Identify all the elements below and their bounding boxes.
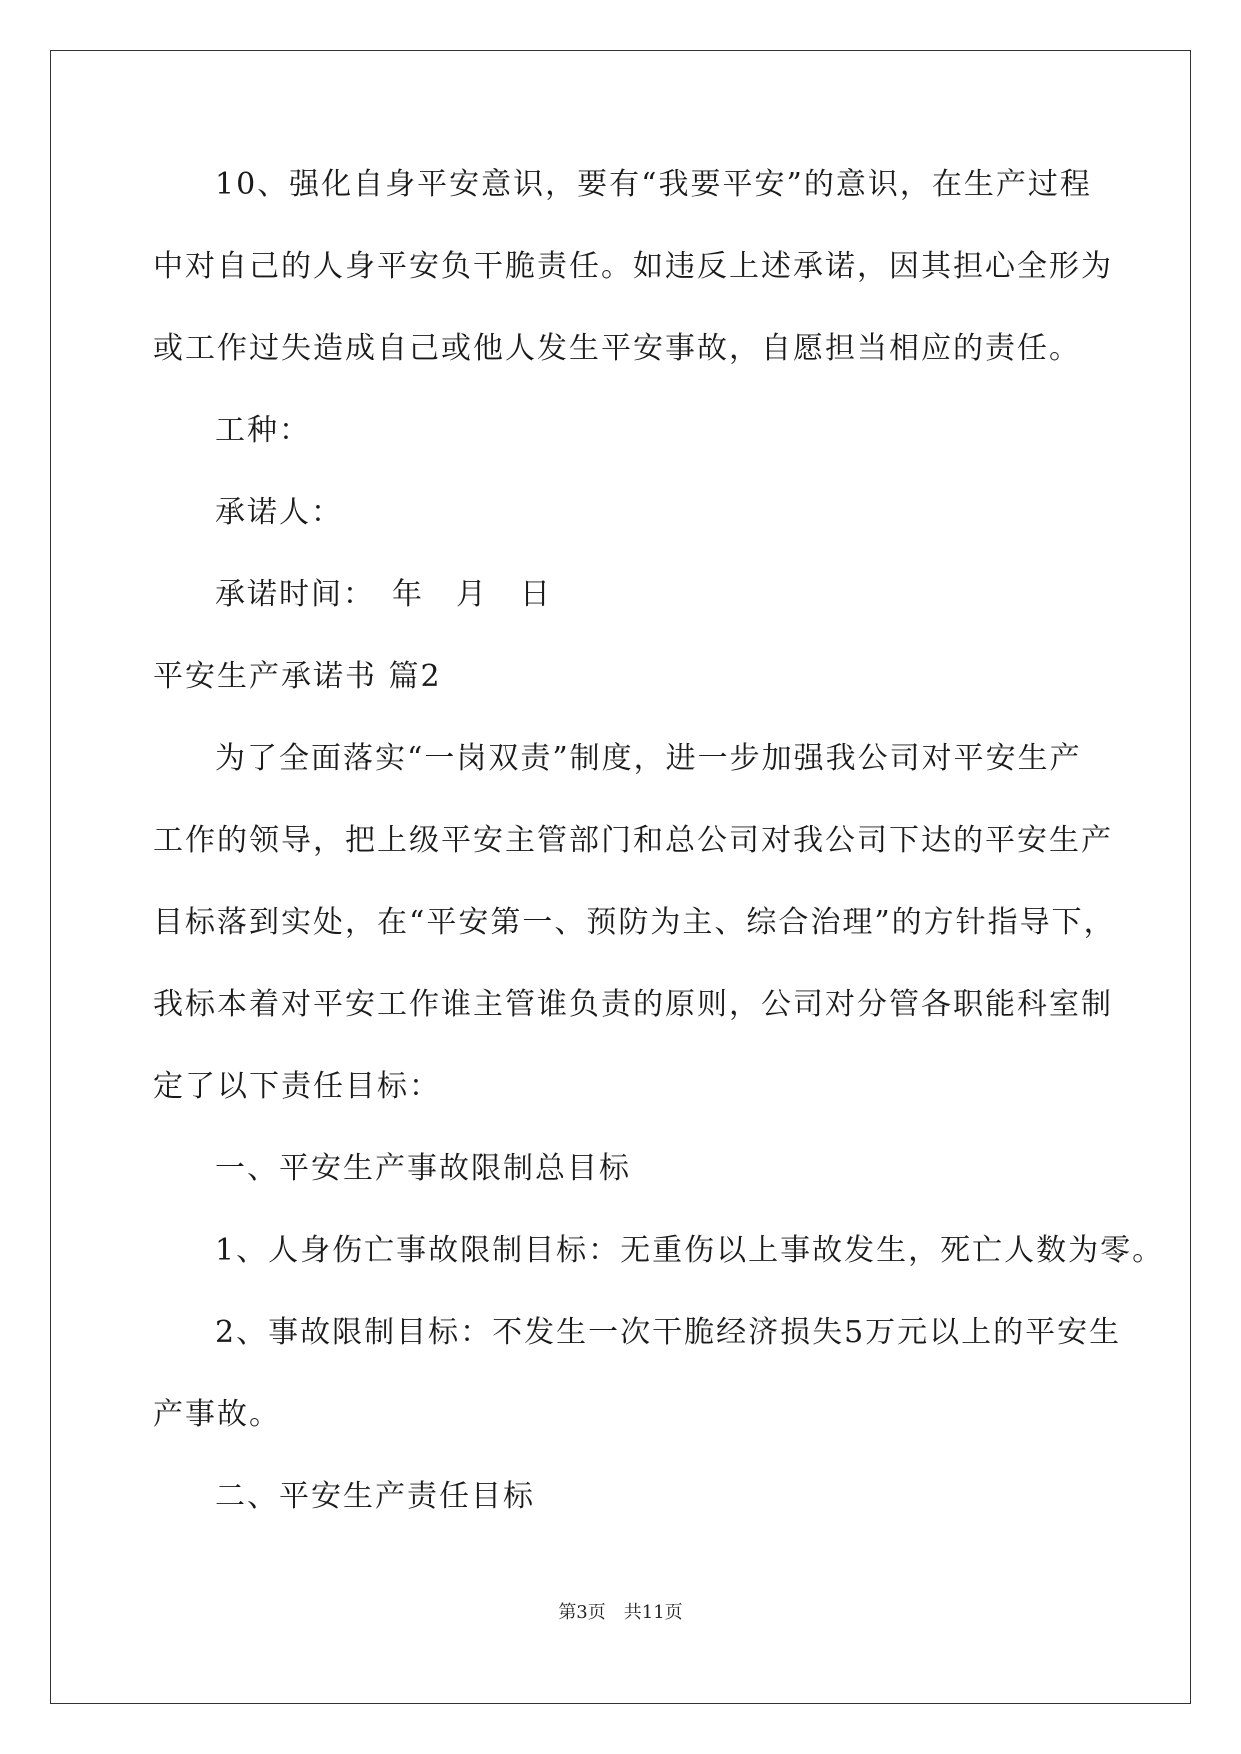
field-promise-date: 承诺时间： 年 月 日 [215, 577, 552, 612]
section-heading: 平安生产承诺书 篇2 [153, 659, 442, 694]
paragraph-line: 中对自己的人身平安负干脆责任。如违反上述承诺，因其担心全形为 [153, 249, 1113, 284]
paragraph-line: 10、强化自身平安意识，要有“我要平安”的意识，在生产过程 [215, 167, 1092, 202]
page-number: 第3页 共11页 [558, 1602, 683, 1623]
paragraph-line: 目标落到实处，在“平安第一、预防为主、综合治理”的方针指导下， [153, 905, 1116, 940]
list-item: 2、事故限制目标：不发生一次干脆经济损失5万元以上的平安生 [215, 1315, 1122, 1350]
paragraph-line: 定了以下责任目标： [153, 1069, 441, 1104]
paragraph-line: 我标本着对平安工作谁主管谁负责的原则，公司对分管各职能科室制 [153, 987, 1113, 1022]
paragraph-line: 或工作过失造成自己或他人发生平安事故，自愿担当相应的责任。 [153, 331, 1081, 366]
paragraph-line: 工作的领导，把上级平安主管部门和总公司对我公司下达的平安生产 [153, 823, 1113, 858]
page-footer [0, 1598, 1241, 1624]
paragraph-line: 产事故。 [153, 1397, 281, 1432]
list-item: 1、人身伤亡事故限制目标：无重伤以上事故发生，死亡人数为零。 [215, 1233, 1165, 1268]
paragraph-line: 为了全面落实“一岗双责”制度，进一步加强我公司对平安生产 [215, 741, 1082, 776]
subheading: 一、平安生产事故限制总目标 [215, 1151, 631, 1186]
field-promisor: 承诺人： [215, 495, 343, 530]
subheading: 二、平安生产责任目标 [215, 1479, 535, 1514]
field-job-type: 工种： [215, 413, 311, 448]
document-body [153, 160, 1165, 1554]
